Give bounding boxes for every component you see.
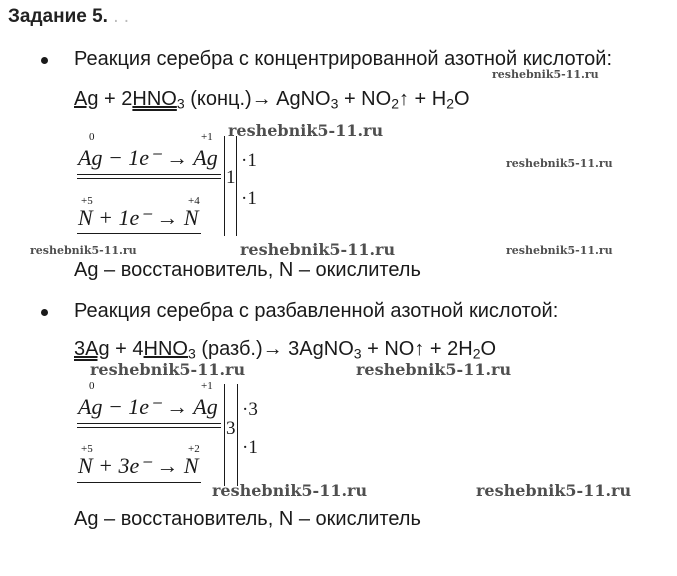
watermark: reshebnik5-11.ru (30, 244, 137, 257)
balance-bar (237, 384, 238, 486)
section2-equation: $3Ag + 4HNO_3$ (разб.)→ 3AgNO$_3$ + NO↑ + $2H_2O$ (74, 338, 497, 362)
ox-state-n-right: +2 (188, 443, 200, 455)
task-title (8, 6, 129, 28)
section1-equation: $Ag + 2HNO_3$ (конц.)→ AgNO$_3$ + $NO_2↑ + H_2O$ (74, 88, 470, 112)
watermark: reshebnik5-11.ru (240, 240, 396, 259)
half-reaction-oxidation: Ag − 1e⁻ → Ag (78, 145, 218, 170)
section2-result: Ag – восстановитель, N – окислитель (74, 508, 421, 530)
watermark: reshebnik5-11.ru (356, 360, 512, 379)
section1-heading: Реакция серебра с концентрированной азотной кислотой: (74, 48, 613, 70)
ox-state-ag-right: +1 (201, 131, 213, 143)
divider-line (77, 174, 221, 175)
lcm-value: 1 (226, 167, 236, 188)
watermark: reshebnik5-11.ru (506, 157, 613, 170)
eq2-ag: 3Ag (74, 338, 110, 360)
divider-line (77, 233, 201, 234)
watermark: reshebnik5-11.ru (212, 481, 368, 500)
half-reaction-reduction: N + 3e⁻ → N (78, 453, 199, 478)
eq1-ag: Ag (74, 88, 99, 110)
multiplier-2: ·1 (241, 188, 257, 209)
watermark: reshebnik5-11.ru (506, 244, 613, 257)
watermark: reshebnik5-11.ru (228, 121, 384, 140)
title-dots: . . (113, 6, 130, 27)
balance-bar (224, 136, 225, 236)
section1-result: Ag – восстановитель, N – окислитель (74, 259, 421, 281)
ox-state-ag-left: 0 (89, 131, 95, 143)
task-title-text: Задание 5. (8, 6, 108, 27)
watermark: reshebnik5-11.ru (492, 68, 599, 81)
multiplier-1: ·3 (242, 399, 258, 420)
watermark: reshebnik5-11.ru (90, 360, 246, 379)
eq2-hno3: $HNO_3$ (143, 338, 196, 362)
divider-line (77, 423, 221, 424)
divider-line (77, 427, 221, 428)
eq1-plus: + 2 (98, 88, 133, 110)
ox-state-ag-left: 0 (89, 380, 95, 392)
balance-bar (224, 384, 225, 486)
multiplier-1: ·1 (241, 150, 257, 171)
ox-state-n-right: +4 (188, 195, 200, 207)
half-reaction-oxidation: Ag − 1e⁻ → Ag (78, 394, 218, 419)
divider-line (77, 178, 221, 179)
ox-state-n-left: +5 (81, 195, 93, 207)
divider-line (77, 482, 201, 483)
bullet-icon (41, 309, 48, 316)
eq1-hno3: $HNO_3$ (132, 88, 185, 112)
half-reaction-reduction: N + 1e⁻ → N (78, 205, 199, 230)
bullet-icon (41, 57, 48, 64)
multiplier-2: ·1 (242, 437, 258, 458)
section2-heading: Реакция серебра с разбавленной азотной кислотой: (74, 300, 559, 322)
watermark: reshebnik5-11.ru (476, 481, 632, 500)
ox-state-ag-right: +1 (201, 380, 213, 392)
ox-state-n-left: +5 (81, 443, 93, 455)
balance-bar (236, 136, 237, 236)
lcm-value: 3 (226, 418, 236, 439)
